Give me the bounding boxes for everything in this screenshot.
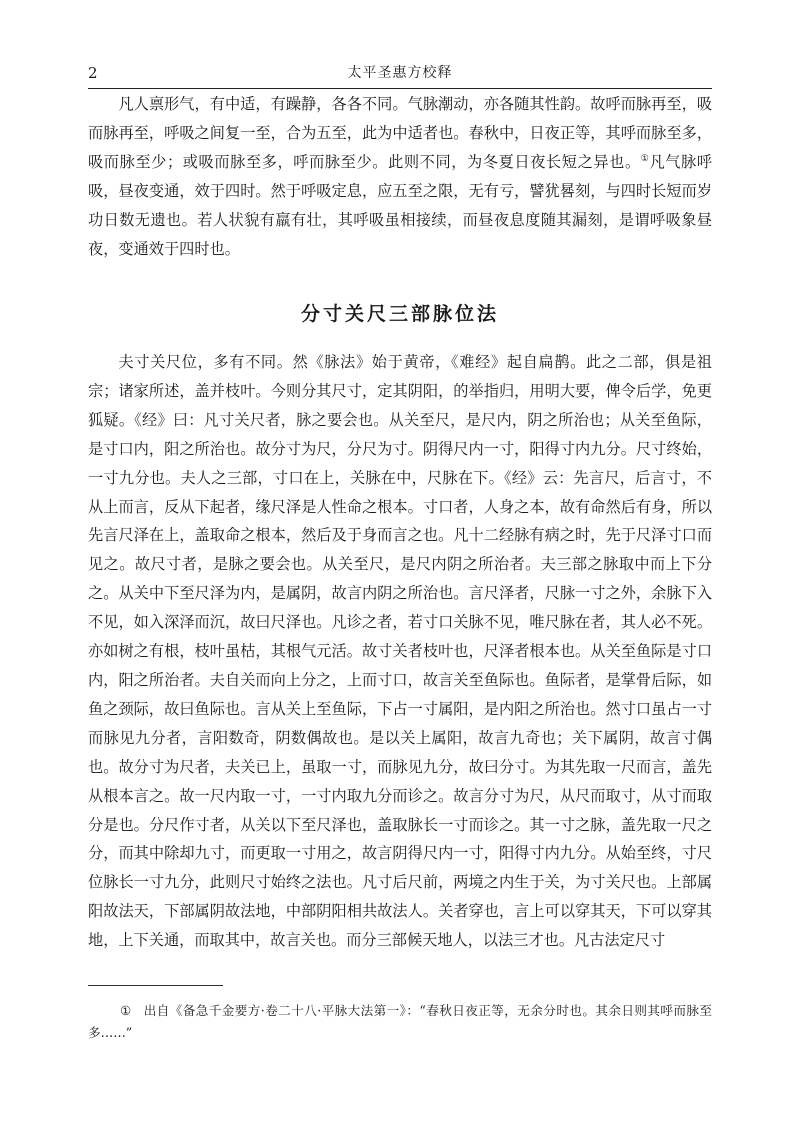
footnote-mark: ① [120,1003,132,1018]
body-paragraph-2: 夫寸关尺位，多有不同。然《脉法》始于黄帝，《难经》起自扁鹊。此之二部，俱是祖宗；诸家所述，盖并枝叶。今则分其尺寸，定其阴阳，的举指归，用明大要，俾令后学，免更狐疑。《经》曰：凡寸关尺者，脉之要会也。从关至尺，是尺内，阴之所治也；从关至鱼际，是寸口内，阳之所治也。故分寸为尺，分尺为寸。阴得尺内一寸，阳得寸内九分。尺寸终始，一寸九分也。夫人之三部，寸口在上，关脉在中，尺脉在下。《经》云：先言尺，后言寸，不从上而言，反从下起者，缘尺泽是人性命之根本。寸口者，人身之本，故有命然后有身，所以先言尺泽在上，盖取命之根本，然后及于身而言之也。凡十二经脉有病之时，先于尺泽寸口而见之。故尺寸者，是脉之要会也。从关至尺，是尺内阴之所治者。夫三部之脉取中而上下分之。从关中下至尺泽为内，是属阴，故言内阴之所治也。言尺泽者，尺脉一寸之外，余脉下入不见，如入深泽而沉，故曰尺泽也。凡诊之者，若寸口关脉不见，唯尺脉在者，其人必不死。亦如树之有根，枝叶虽枯，其根气元活。故寸关者枝叶也，尺泽者根本也。从关至鱼际是寸口内，阳之所治者。夫自关而向上分之，上而寸口，故言关至鱼际也。鱼际者，是掌骨后际，如鱼之颈际，故曰鱼际也。言从关上至鱼际，下占一寸属阳，是内阳之所治也。然寸口虽占一寸而脉见九分者，言阳数奇，阴数偶故也。是以关上属阳，故言九奇也；关下属阴，故言寸偶也。故分寸为尺者，夫关已上，虽取一寸，而脉见九分，故曰分寸。为其先取一尺而言，盖先从根本言之。故一尺内取一寸，一寸内取九分而诊之。故言分寸为尺，从尺而取寸，从寸而取分是也。分尺作寸者，从关以下至尺泽也，盖取脉长一寸而诊之。其一寸之脉，盖先取一尺之分，而其中除却九寸，而更取一寸用之，故言阴得尺内一寸，阳得寸内九分。从始至终，寸尺位脉长一寸九分，此则尺寸始终之法也。凡寸后尺前，两境之内生于关，为寸关尺也。上部属阳故法天，下部属阴故法地，中部阴阳相共故法人。关者穿也，言上可以穿其天，下可以穿其地，上下关通，而取其中，故言关也。而分三部候天地人，以法三才也。凡古法定尺寸 [88,353,712,950]
page-number: 2 [88,64,98,82]
body-paragraph-1 [88,90,712,263]
footnote [88,1000,712,1044]
header-rule [88,88,712,89]
section-heading: 分寸关尺三部脉位法 [300,303,499,325]
paragraph-1-text-b: 凡气脉呼吸，昼夜变通，效于四时。然于呼吸定息，应五至之限，无有亏，譬犹晷刻，与四时长短而岁功日数无遗也。若人状貌有羸有壮，其呼吸虽相接续，而昼夜息度随其漏刻，是谓呼吸象昼夜，变通效于四时也。 [88,152,713,258]
running-title: 太平圣惠方校释 [347,65,453,81]
paragraph-1-text-a: 凡人禀形气，有中适，有躁静，各各不同。气脉潮动，亦各随其性韵。故呼而脉再至，吸而脉再至，呼吸之间复一至，合为五至，此为中适者也。春秋中，日夜正等，其呼而脉至多，吸而脉至少；或吸而脉至多，呼而脉至少。此则不同，为冬夏日夜长短之异也。 [88,95,712,171]
page-header [88,62,712,86]
footnote-text: 出自《备急千金要方·卷二十八·平脉大法第一》：“春秋日夜正等，无余分时也。其余日则其呼而脉至多……” [88,1003,712,1040]
footnote-reference[interactable]: ① [640,153,650,164]
footnote-rule [88,985,223,986]
